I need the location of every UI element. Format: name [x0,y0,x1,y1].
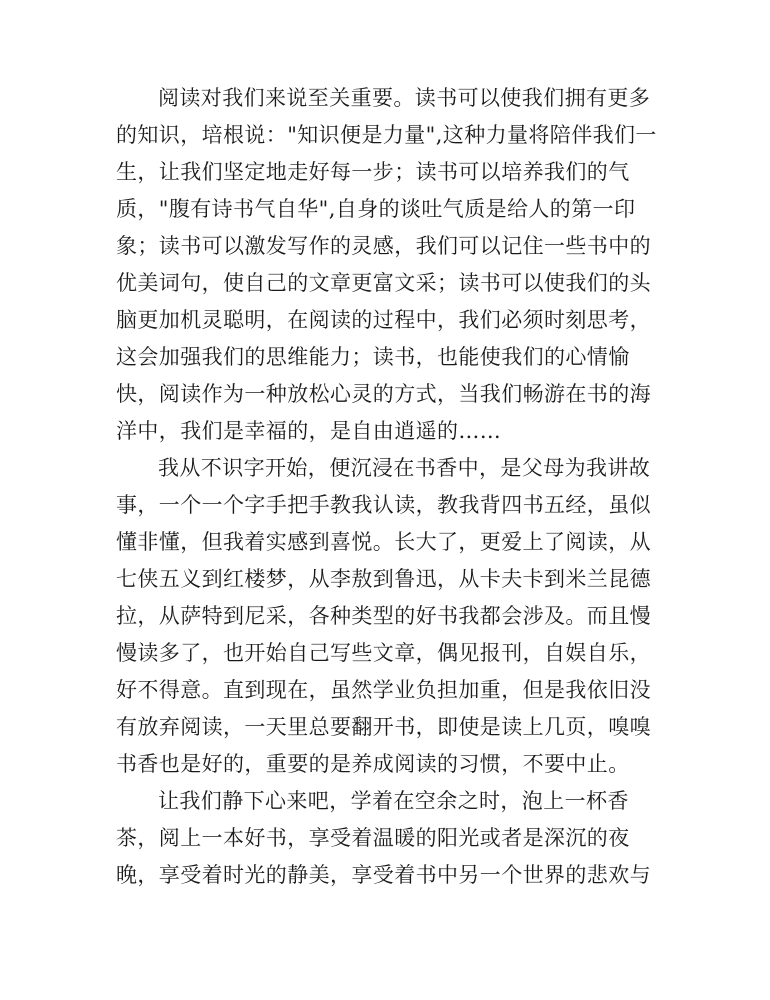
text-line: 茶，阅上一本好书，享受着温暖的阳光或者是深沉的夜 [116,826,630,850]
text-line: 象；读书可以激发写作的灵感，我们可以记住一些书中的 [116,234,651,258]
text-line: 的知识，培根说："知识便是力量",这种力量将陪伴我们一 [116,123,657,147]
text-line: 好不得意。直到现在，虽然学业负担加重，但是我依旧没 [116,678,651,702]
text-line: 懂非懂，但我着实感到喜悦。长大了，更爱上了阅读，从 [116,530,651,554]
paragraph-first-line: 让我们静下心来吧，学着在空余之时，泡上一杯香 [158,789,629,813]
paragraph-first-line: 我从不识字开始，便沉浸在书香中，是父母为我讲故 [158,456,651,480]
text-line: 事，一个一个字手把手教我认读，教我背四书五经，虽似 [116,493,651,517]
text-line: 洋中，我们是幸福的，是自由逍遥的…… [116,419,502,443]
paragraph-first-line: 阅读对我们来说至关重要。读书可以使我们拥有更多 [158,86,651,110]
text-line: 快，阅读作为一种放松心灵的方式，当我们畅游在书的海 [116,382,651,406]
text-line: 这会加强我们的思维能力；读书，也能使我们的心情愉 [116,345,630,369]
text-line: 拉，从萨特到尼采，各种类型的好书我都会涉及。而且慢 [116,604,651,628]
text-line: 书香也是好的，重要的是养成阅读的习惯，不要中止。 [116,752,630,776]
text-line: 七侠五义到红楼梦，从李敖到鲁迅，从卡夫卡到米兰昆德 [116,567,651,591]
text-line: 慢读多了，也开始自己写些文章，偶见报刊，自娱自乐， [116,641,651,665]
text-line: 有放弃阅读，一天里总要翻开书，即使是读上几页，嗅嗅 [116,715,651,739]
text-line: 晚，享受着时光的静美，享受着书中另一个世界的悲欢与 [116,863,651,887]
text-line: 生，让我们坚定地走好每一步；读书可以培养我们的气 [116,160,630,184]
text-line: 脑更加机灵聪明，在阅读的过程中，我们必须时刻思考， [116,308,651,332]
body-text [116,80,657,894]
text-line: 质，"腹有诗书气自华",自身的谈吐气质是给人的第一印 [116,197,636,221]
text-line: 优美词句，使自己的文章更富文采；读书可以使我们的头 [116,271,651,295]
